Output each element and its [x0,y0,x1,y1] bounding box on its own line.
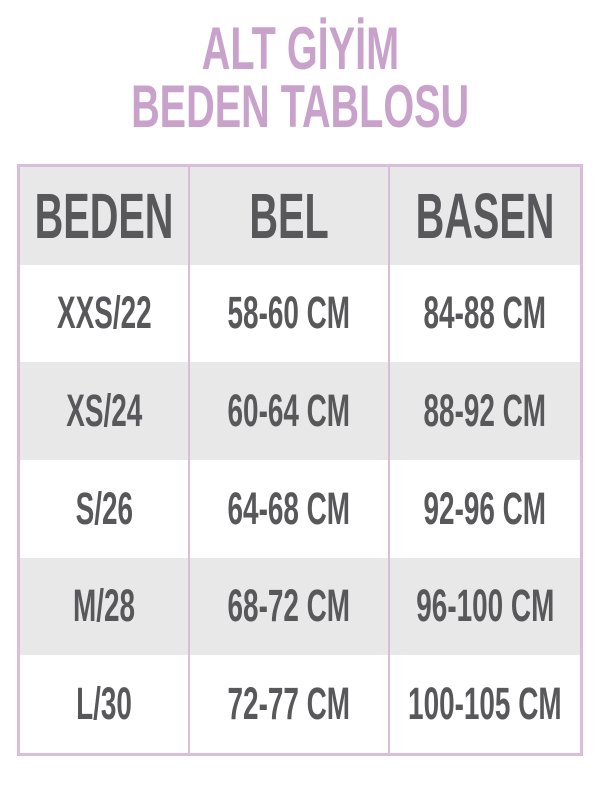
size-chart-table [17,164,583,756]
table-cell-waist: 68-72 CM [190,558,390,656]
table-cell-hip: 92-96 CM [423,482,547,534]
column-header-bel: BEL [190,167,390,265]
table-cell-hip: 96-100 CM [390,558,580,656]
column-header-beden: BEDEN [20,167,190,265]
page-title [0,15,600,140]
page-title-line1: ALT GİYİM [201,15,399,82]
table-cell-hip: 84-88 CM [423,287,547,339]
table-cell-waist: 58-60 CM [190,265,390,363]
column-header-basen: BASEN [390,167,580,265]
table-cell-size: M/28 [20,558,190,656]
table-cell-hip: 100-105 CM [408,678,562,730]
table-cell-waist: 64-68 CM [190,460,390,558]
table-cell-size: L/30 [20,655,190,753]
table-cell-waist: 72-77 CM [190,655,390,753]
page-title-line2: BEDEN TABLOSU [130,73,470,140]
table-cell-hip: 88-92 CM [390,362,580,460]
table-cell-size: XS/24 [20,362,190,460]
table-cell-waist: 60-64 CM [190,362,390,460]
table-cell-size: S/26 [20,460,190,558]
table-cell-size: XXS/22 [20,265,190,363]
